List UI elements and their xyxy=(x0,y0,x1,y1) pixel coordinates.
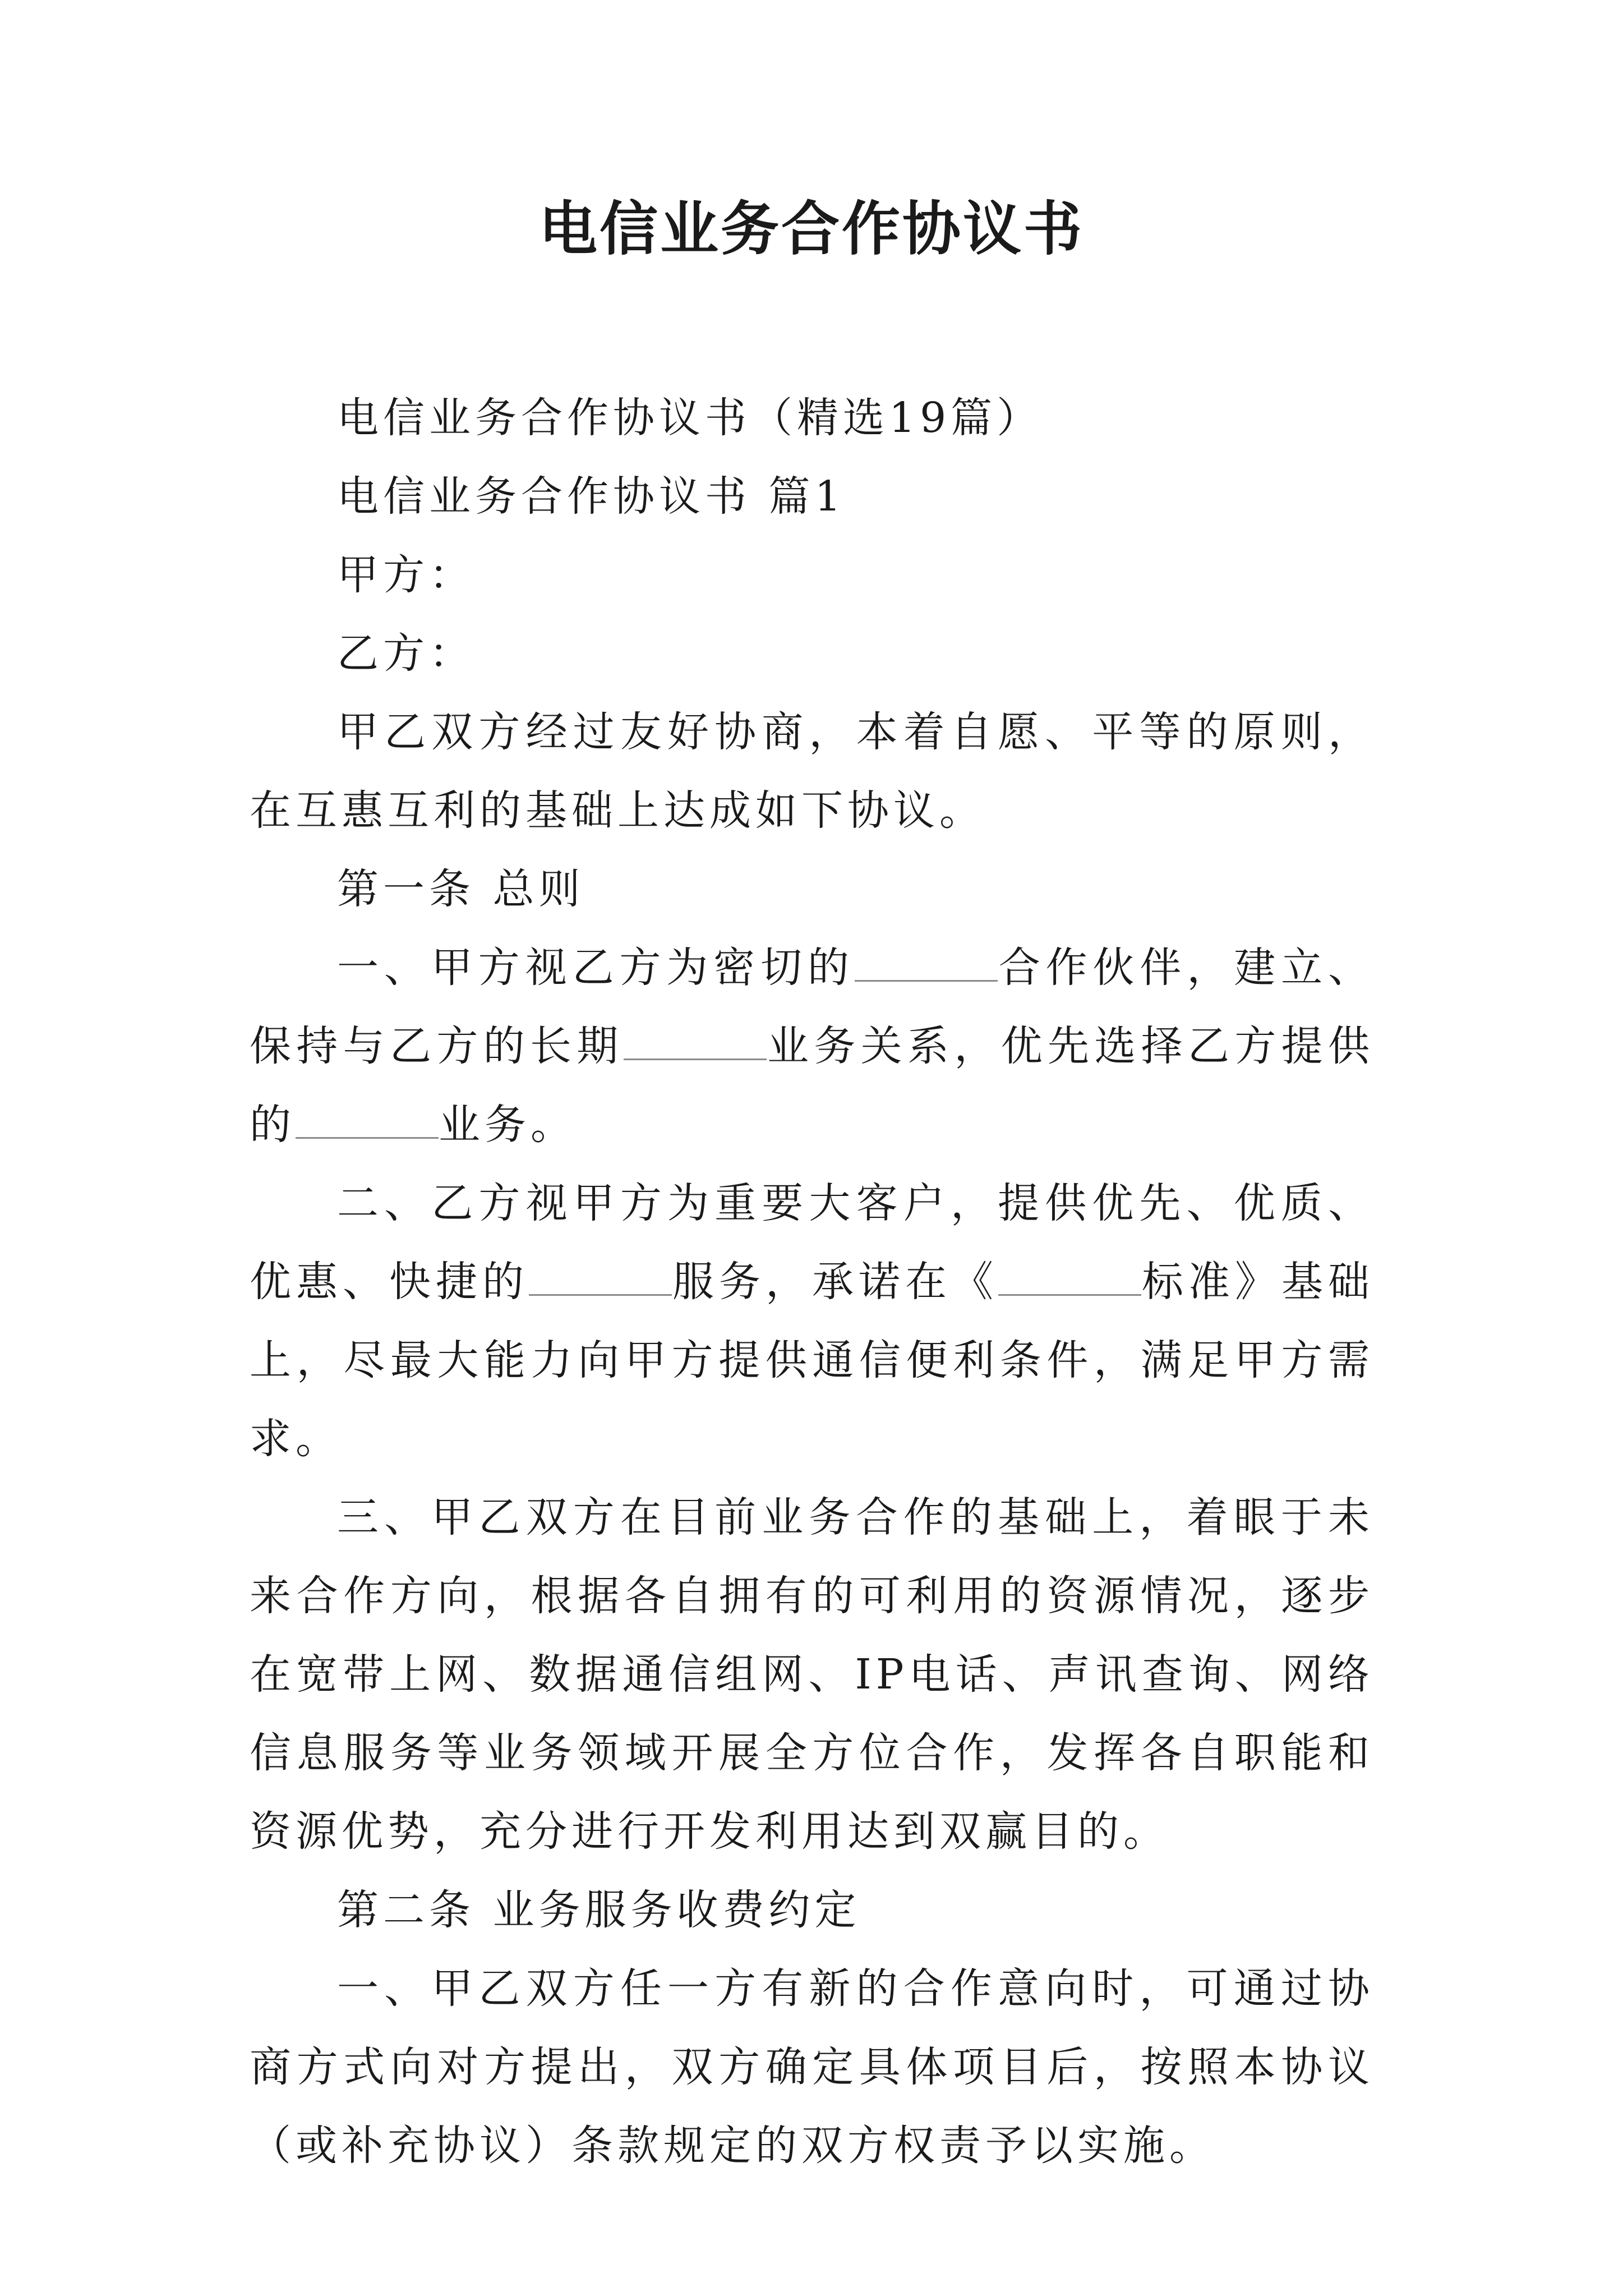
intro-paragraph: 甲乙双方经过友好协商，本着自愿、平等的原则，在互惠互利的基础上达成如下协议。 xyxy=(250,708,1374,835)
clause-text: 一、甲方视乙方为密切的 xyxy=(337,944,855,992)
fill-in-blank xyxy=(855,941,998,982)
article-2-heading: 第二条 业务服务收费约定 xyxy=(337,1886,861,1934)
clause-text: 业务。 xyxy=(439,1101,577,1149)
clause-text: 服务，承诺在《 xyxy=(672,1258,998,1306)
fill-in-blank xyxy=(998,1255,1141,1296)
article-1-clause-2 xyxy=(250,1164,1374,1478)
fill-in-blank xyxy=(296,1098,439,1139)
party-a-line: 甲方： xyxy=(337,551,475,599)
clause-text: 合作伙伴，建立、保持与乙方的长期 xyxy=(250,944,1375,1070)
article-1-heading: 第一条 总则 xyxy=(337,865,585,913)
article-2-clause-1: 一、甲乙双方任一方有新的合作意向时，可通过协商方式向对方提出，双方确定具体项目后，按照本协议（或补充协议）条款规定的双方权责予以实施。 xyxy=(250,1964,1374,2170)
article-1-clause-3: 三、甲乙双方在目前业务合作的基础上，着眼于未来合作方向，根据各自拥有的可利用的资源情况，逐步在宽带上网、数据通信组网、IP电话、声讯查询、网络信息服务等业务领域开展全方位合作，发挥各自职能和资源优势，充分进行开发利用达到双赢目的。 xyxy=(250,1493,1374,1856)
document-body xyxy=(250,379,1374,2185)
document-title: 电信业务合作协议书 xyxy=(538,194,1084,263)
subtitle-paragraph: 电信业务合作协议书（精选19篇） xyxy=(337,394,1043,442)
chapter-heading: 电信业务合作协议书 篇1 xyxy=(337,472,846,521)
clause-text: 二、乙方视甲方为重要大客户，提供优先、优质、优惠、快捷的 xyxy=(250,1179,1374,1306)
party-b-line: 乙方： xyxy=(337,629,475,678)
article-1-clause-1 xyxy=(250,928,1374,1164)
clause-text: 标准》基础上，尽最大能力向甲方提供通信便利条件，满足甲方需求。 xyxy=(250,1258,1374,1463)
fill-in-blank xyxy=(624,1019,767,1060)
fill-in-blank xyxy=(529,1255,672,1296)
clause-text: 业务关系，优先选择乙方提供的 xyxy=(250,1022,1375,1149)
